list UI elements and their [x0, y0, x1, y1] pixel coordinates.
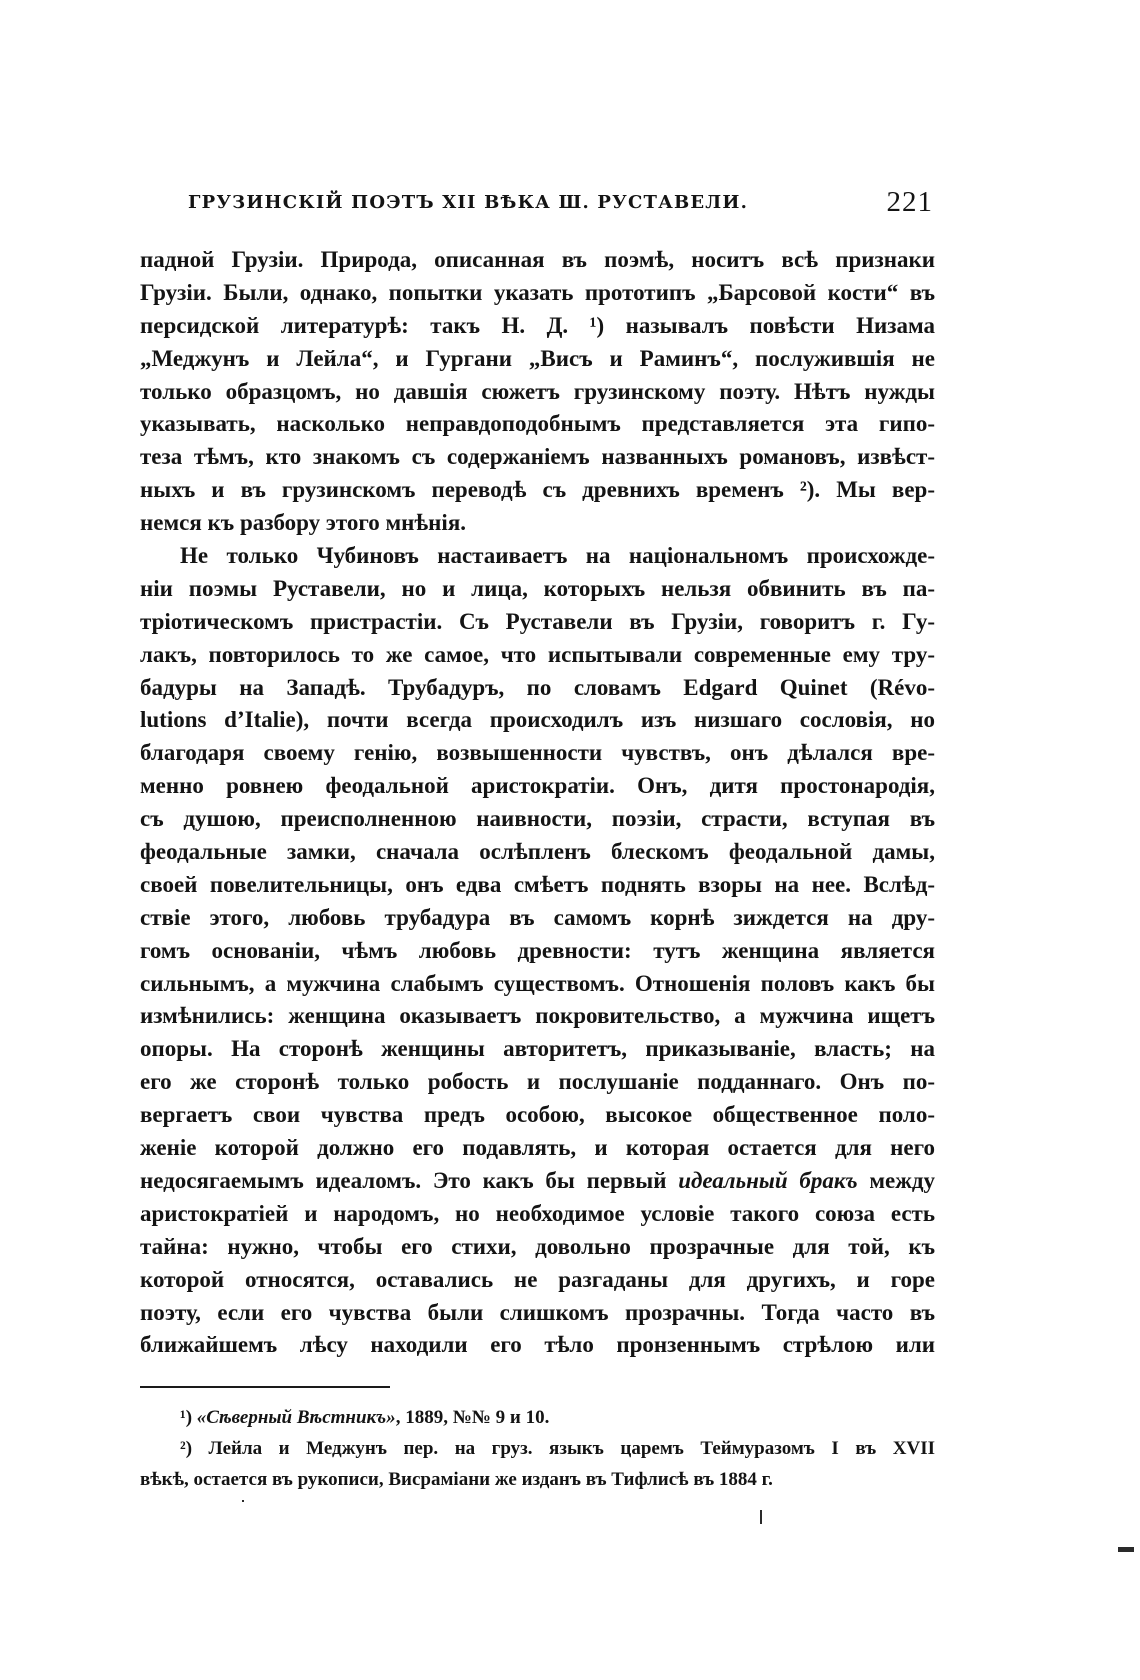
body-text: [140, 244, 935, 1362]
footnote-rule: [140, 1386, 390, 1388]
paragraph-start-line: Не только Чубиновъ настаиваетъ на національномъ происхожде-: [180, 543, 935, 569]
page-number: 221: [886, 186, 933, 218]
text-line: тайна: нужно, чтобы его стихи, довольно прозрачные для той, къ: [140, 1233, 935, 1259]
text-line: Грузіи. Были, однако, попытки указать прототипъ „Барсовой кости“ въ: [140, 279, 935, 305]
text-line: lutions d’Italie), почти всегда происходилъ изъ низшаго сословія, но: [140, 707, 935, 733]
text-line: поэту, если его чувства были слишкомъ прозрачны. Тогда часто въ: [140, 1299, 935, 1325]
text-line: феодальные замки, сначала ослѣпленъ блескомъ феодальной дамы,: [140, 839, 935, 865]
footnote-1: [140, 1402, 935, 1433]
text-line: менно ровнею феодальной аристократіи. Онъ, дитя простонародія,: [140, 773, 935, 799]
text-line: благодаря своему генію, возвышенности чувствъ, онъ дѣлался вре-: [140, 740, 935, 766]
footnote-1-text: , 1889, №№ 9 и 10.: [395, 1407, 550, 1428]
text-line: гомъ основаніи, чѣмъ любовь древности: тутъ женщина является: [140, 937, 935, 963]
text-line: ствіе этого, любовь трубадура въ самомъ корнѣ зиждется на дру-: [140, 904, 935, 930]
text-line: „Меджунъ и Лейла“, и Гургани „Висъ и Раминъ“, послужившія не: [140, 345, 935, 371]
running-title: ГРУЗИНСКІЙ ПОЭТЪ XII ВѢКА Ш. РУСТАВЕЛИ.: [188, 192, 749, 213]
text-line: сильнымъ, а мужчина слабымъ существомъ. Отношенія половъ какъ бы: [140, 970, 935, 996]
scan-speck: [1118, 1547, 1134, 1552]
text-line: вергаетъ свои чувства предъ особою, высокое общественное поло-: [140, 1102, 935, 1128]
text-line: персидской литературѣ: такъ Н. Д. ¹) называлъ повѣсти Низама: [140, 312, 935, 338]
text-line: его же сторонѣ только робость и послушаніе подданнаго. Онъ по-: [140, 1069, 935, 1095]
text-line: тріотическомъ пристрастіи. Съ Руставели въ Грузіи, говоритъ г. Гу-: [140, 608, 935, 634]
footnotes: [140, 1402, 935, 1495]
text-line: аристократіей и народомъ, но необходимое условіе такого союза есть: [140, 1200, 935, 1226]
italic-phrase: идеальный бракъ: [678, 1167, 858, 1193]
scan-speck: [242, 1500, 244, 1502]
text-line: женіе которой должно его подавлять, и которая остается для него: [140, 1135, 935, 1161]
line-start: недосягаемымъ идеаломъ. Это какъ бы первый: [140, 1167, 667, 1193]
footnote-1-marker: ¹): [180, 1407, 193, 1428]
text-line: немся къ разбору этого мнѣнія.: [140, 510, 467, 536]
text-line: бадуры на Западѣ. Трубадуръ, по словамъ Edgard Quinet (Révo-: [140, 674, 935, 700]
text-line: ніи поэмы Руставели, но и лица, которыхъ нельзя обвинить въ па-: [140, 575, 935, 601]
text-line: съ душою, преисполненною наивности, поэзіи, страсти, вступая въ: [140, 806, 935, 832]
text-line: опоры. На сторонѣ женщины авторитетъ, приказываніе, власть; на: [140, 1036, 935, 1062]
footnote-2-line-2: вѣкѣ, остается въ рукописи, Висраміани же изданъ въ Тифлисѣ въ 1884 г.: [140, 1469, 773, 1490]
text-line: измѣнились: женщина оказываетъ покровительство, а мужчина ищетъ: [140, 1003, 935, 1029]
running-head: [188, 188, 933, 218]
scan-speck: [760, 1510, 762, 1524]
text-line: теза тѣмъ, кто знакомъ съ содержаніемъ названныхъ романовъ, извѣст-: [140, 444, 935, 470]
text-line: ближайшемъ лѣсу находили его тѣло пронзеннымъ стрѣлою или: [140, 1332, 935, 1358]
text-line: своей повелительницы, онъ едва смѣетъ поднять взоры на нее. Вслѣд-: [140, 871, 935, 897]
text-line: падной Грузіи. Природа, описанная въ поэмѣ, носитъ всѣ признаки: [140, 247, 935, 272]
text-line: ныхъ и въ грузинскомъ переводѣ съ древнихъ временъ ²). Мы вер-: [140, 477, 935, 503]
footnote-1-journal: «Сѣверный Вѣстникъ»: [196, 1407, 396, 1428]
line-tail: между: [869, 1167, 936, 1193]
text-line-with-italic: [140, 1165, 935, 1198]
text-line: лакъ, повторилось то же самое, что испытывали современные ему тру-: [140, 641, 935, 667]
text-line: только образцомъ, но давшія сюжетъ грузинскому поэту. Нѣтъ нужды: [140, 378, 935, 404]
footnote-2-line-1: ²) Лейла и Меджунъ пер. на груз. языкъ царемъ Теймуразомъ I въ XVII: [180, 1438, 935, 1459]
text-line: которой относятся, оставались не разгаданы для другихъ, и горе: [140, 1266, 935, 1292]
text-line: указывать, насколько неправдоподобнымъ представляется эта гипо-: [140, 411, 935, 437]
